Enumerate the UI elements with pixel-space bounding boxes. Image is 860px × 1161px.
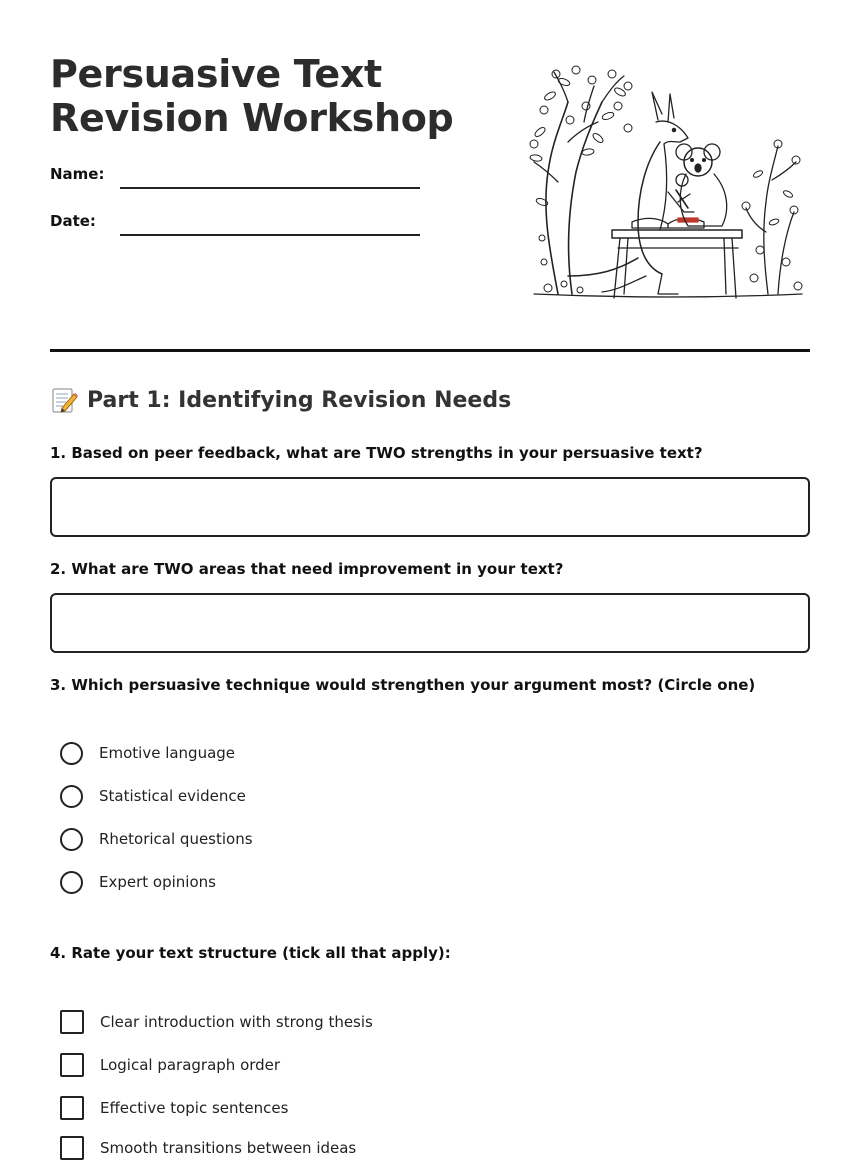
question-3: 3. Which persuasive technique would strengthen your argument most? (Circle one) bbox=[50, 676, 756, 694]
radio-circle[interactable] bbox=[60, 785, 83, 808]
name-field[interactable] bbox=[120, 187, 420, 189]
kangaroo-koala-writing-illustration bbox=[528, 62, 808, 302]
memo-icon bbox=[50, 386, 78, 414]
radio-circle[interactable] bbox=[60, 742, 83, 765]
radio-circle[interactable] bbox=[60, 871, 83, 894]
checkbox[interactable] bbox=[60, 1010, 84, 1034]
option-expert-opinions[interactable] bbox=[60, 870, 216, 894]
part1-heading-text: Part 1: Identifying Revision Needs bbox=[87, 387, 512, 413]
page-title: Persuasive Text Revision Workshop bbox=[50, 52, 454, 140]
option-label: Effective topic sentences bbox=[100, 1099, 289, 1117]
answer-box-1[interactable] bbox=[50, 477, 810, 537]
check-effective-topic-sentences[interactable] bbox=[60, 1096, 288, 1120]
part1-heading bbox=[50, 386, 511, 414]
option-label: Emotive language bbox=[99, 744, 236, 762]
check-clear-introduction[interactable] bbox=[60, 1010, 373, 1034]
option-label: Clear introduction with strong thesis bbox=[100, 1013, 373, 1031]
option-label: Logical paragraph order bbox=[100, 1056, 281, 1074]
checkbox[interactable] bbox=[60, 1053, 84, 1077]
option-label: Expert opinions bbox=[99, 873, 216, 891]
radio-circle[interactable] bbox=[60, 828, 83, 851]
check-smooth-transitions[interactable] bbox=[60, 1136, 356, 1160]
option-label: Rhetorical questions bbox=[99, 830, 253, 848]
checkbox[interactable] bbox=[60, 1096, 84, 1120]
section-divider bbox=[50, 349, 810, 352]
name-label: Name: bbox=[50, 165, 105, 183]
check-logical-paragraph-order[interactable] bbox=[60, 1053, 280, 1077]
question-4: 4. Rate your text structure (tick all that apply): bbox=[50, 944, 451, 962]
option-rhetorical-questions[interactable] bbox=[60, 827, 253, 851]
question-1: 1. Based on peer feedback, what are TWO strengths in your persuasive text? bbox=[50, 444, 703, 462]
option-label: Smooth transitions between ideas bbox=[100, 1139, 357, 1157]
date-label: Date: bbox=[50, 212, 96, 230]
option-emotive-language[interactable] bbox=[60, 741, 235, 765]
answer-box-2[interactable] bbox=[50, 593, 810, 653]
checkbox[interactable] bbox=[60, 1136, 84, 1160]
option-statistical-evidence[interactable] bbox=[60, 784, 246, 808]
question-2: 2. What are TWO areas that need improvement in your text? bbox=[50, 560, 564, 578]
option-label: Statistical evidence bbox=[99, 787, 246, 805]
date-field[interactable] bbox=[120, 234, 420, 236]
